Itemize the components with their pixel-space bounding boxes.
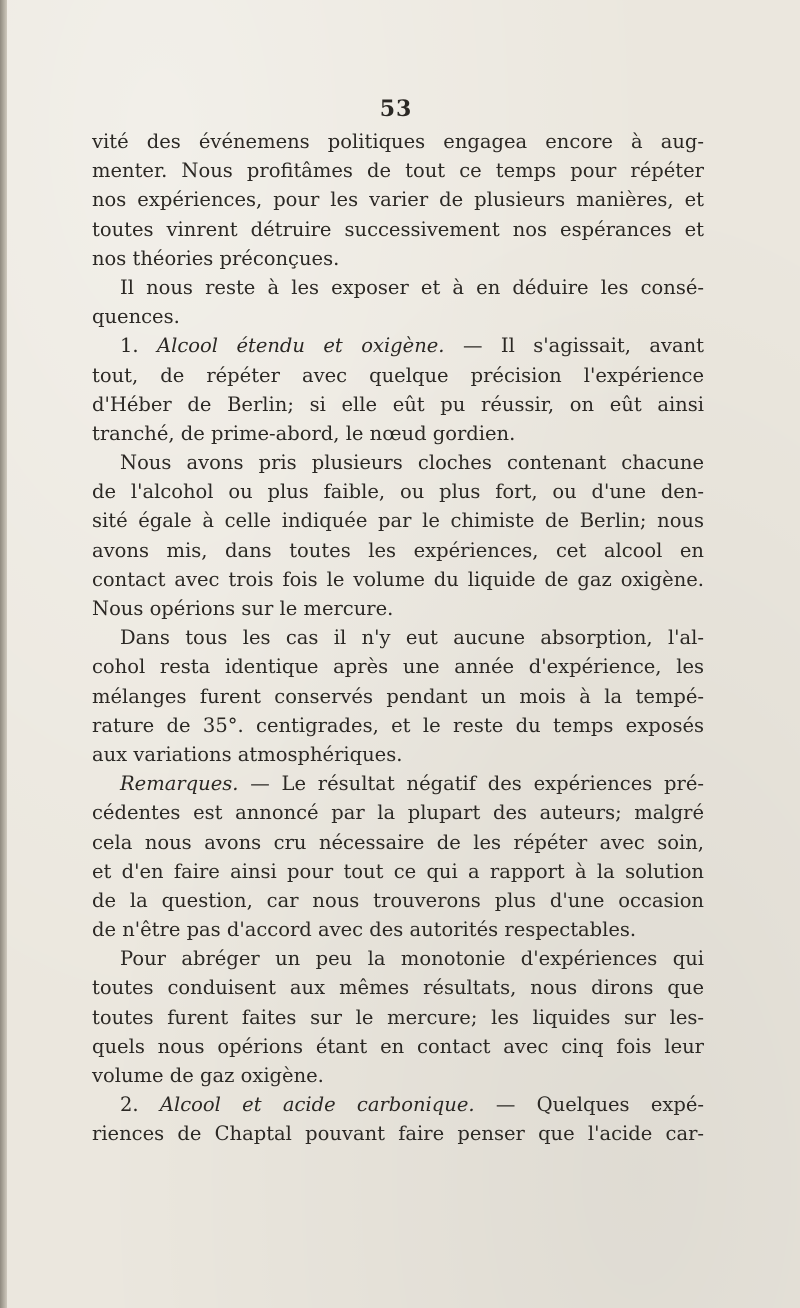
text-line: quences. [92,305,180,329]
text-line: vité des événemens politiques engagea encore à aug- [92,130,704,153]
text-line: nos expériences, pour les varier de plusieurs manières, et [92,188,704,212]
text-line: cédentes est annoncé par la plupart des auteurs; malgré [92,801,704,825]
section-text: — Il s'agissait, avant [444,334,704,358]
section-heading-line [92,331,704,360]
text-line: Il nous reste à les exposer et à en déduire les consé- [120,275,704,299]
remarks-title: Remarques. [120,772,239,796]
text-line: quels nous opérions étant en contact avec cinq fois leur [92,1034,704,1058]
remarks-heading-line [92,769,704,798]
text-line: de l'alcohol ou plus faible, ou plus fort, ou d'une den- [92,480,704,504]
text-line: nos théories préconçues. [92,246,340,270]
text-line: riences de Chaptal pouvant faire penser que l'acide car- [92,1122,704,1146]
remarks-text: — Le résultat négatif des expériences pré- [238,772,704,796]
page-number: 53 [379,96,413,122]
text-line: d'Héber de Berlin; si elle eût pu réussir, on eût ainsi [92,392,704,416]
text-line: menter. Nous profitâmes de tout ce temps pour répéter [92,159,704,183]
text-line: cohol resta identique après une année d'expérience, les [92,655,704,679]
text-line: cela nous avons cru nécessaire de les répéter avec soin, [92,830,704,854]
text-line: toutes conduisent aux mêmes résultats, nous dirons que [92,976,704,1000]
text-line: de n'être pas d'accord avec des autorités respectables. [92,918,637,942]
text-line: Pour abréger un peu la monotonie d'expériences qui [120,947,704,971]
text-line: rature de 35°. centigrades, et le reste du temps exposés [92,713,704,737]
text-line: de la question, car nous trouverons plus d'une occasion [92,888,704,912]
text-line: mélanges furent conservés pendant un mois à la tempé- [92,684,704,708]
section-heading-line [92,1090,704,1119]
text-line: Nous avons pris plusieurs cloches contenant chacune [120,451,704,475]
text-line: aux variations atmosphériques. [92,742,403,766]
text-line: contact avec trois fois le volume du liquide de gaz oxigène. [92,567,704,591]
section-title: Alcool et acide carbonique. [159,1093,475,1117]
section-title: Alcool étendu et oxigène. [157,334,445,358]
section-number: 2. [120,1093,160,1117]
text-line: avons mis, dans toutes les expériences, cet alcool en [92,538,704,562]
text-line: toutes furent faites sur le mercure; les liquides sur les- [92,1005,704,1029]
text-line: sité égale à celle indiquée par le chimiste de Berlin; nous [92,509,704,533]
text-line: Nous opérions sur le mercure. [92,597,394,620]
section-text: — Quelques expé- [474,1093,705,1117]
section-number: 1. [120,334,158,358]
text-line: tout, de répéter avec quelque précision l'expérience [92,363,704,387]
text-line: et d'en faire ainsi pour tout ce qui a rapport à la solution [92,859,704,883]
body-text [92,127,704,1149]
text-line: volume de gaz oxigène. [92,1064,324,1087]
text-line: toutes vinrent détruire successivement nos espérances et [92,217,704,241]
text-line: tranché, de prime-abord, le nœud gordien. [92,421,516,445]
page-gutter [0,0,7,1308]
text-line: Dans tous les cas il n'y eut aucune absorption, l'al- [120,626,704,650]
